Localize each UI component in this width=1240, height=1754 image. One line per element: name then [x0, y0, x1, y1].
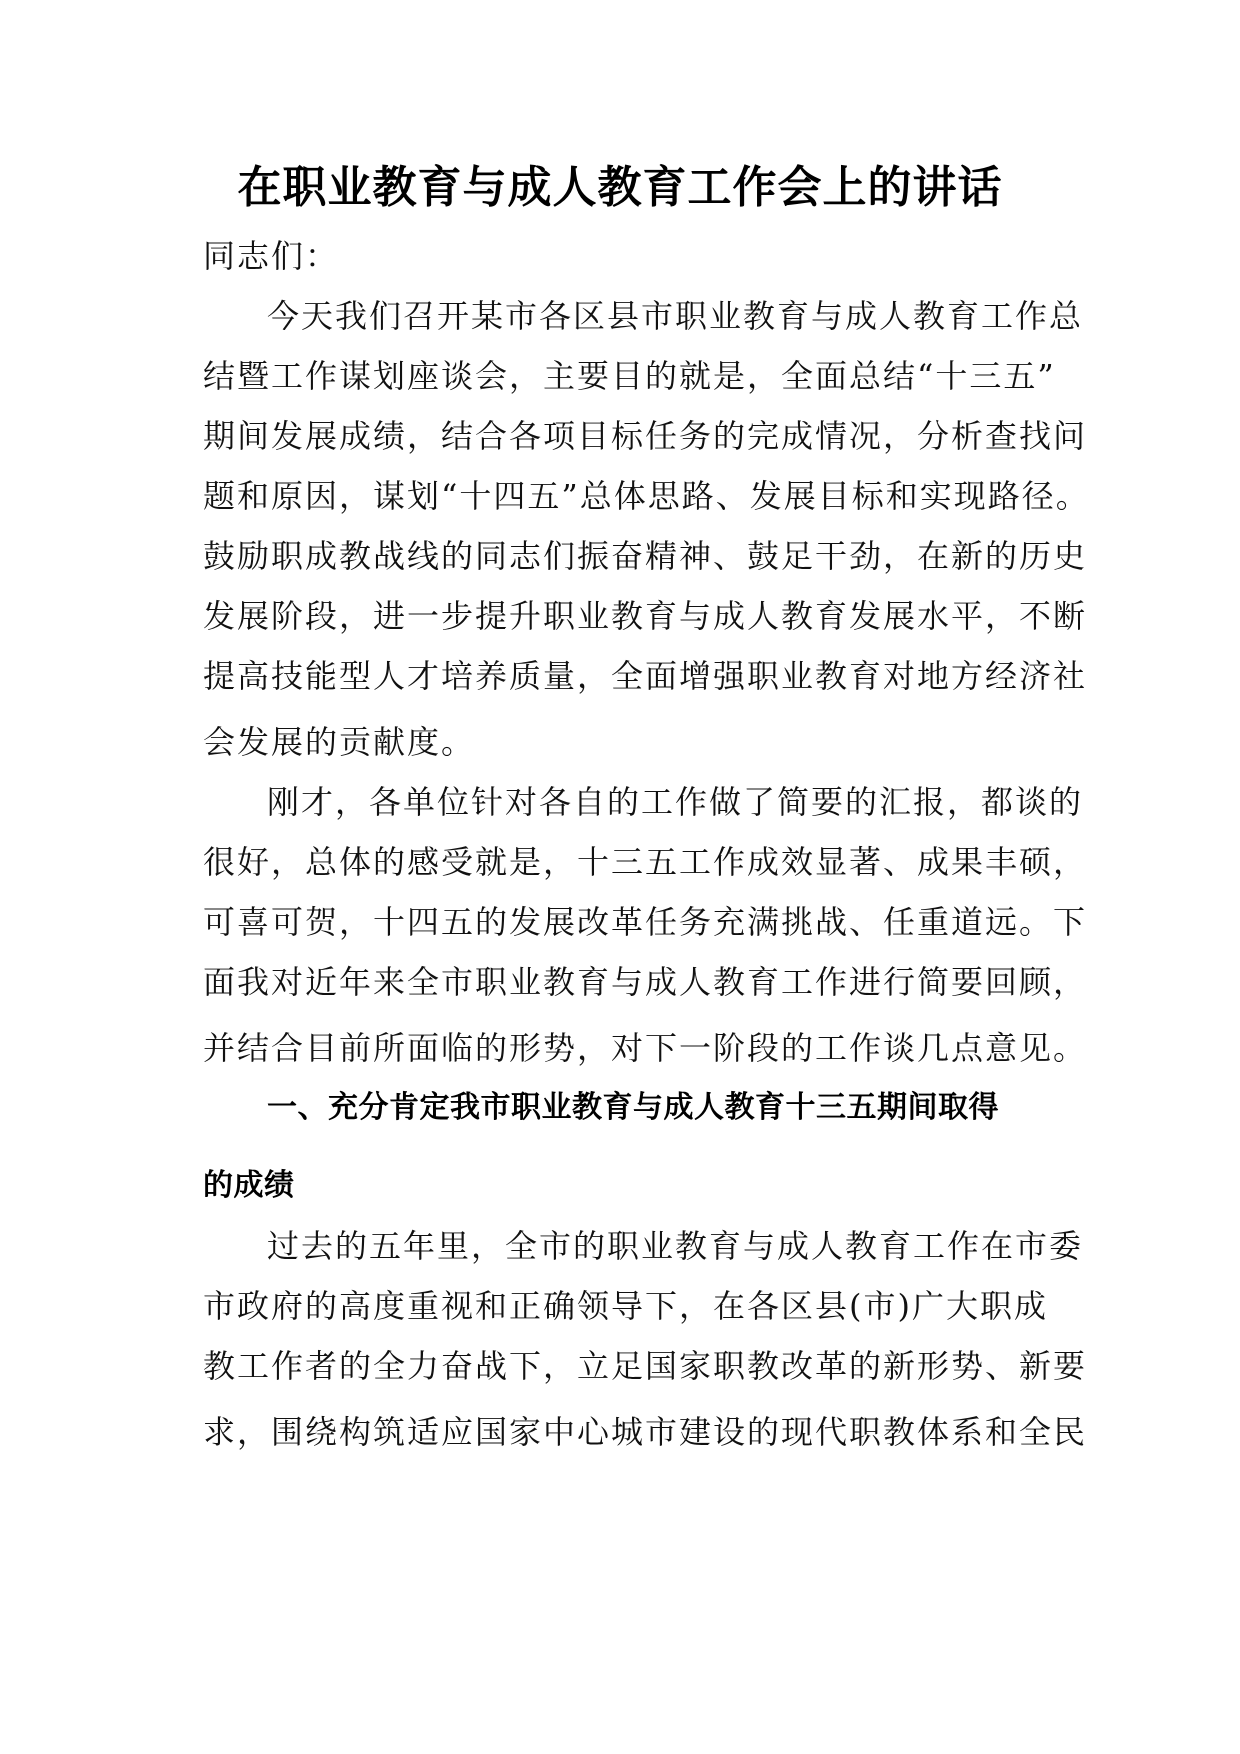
paragraph-3: [203, 1216, 1088, 1462]
paragraph-line: 结暨工作谋划座谈会，主要目的就是，全面总结“十三五”: [203, 357, 1056, 395]
paragraph-line: 鼓励职成教战线的同志们振奋精神、鼓足干劲，在新的历史: [203, 537, 1088, 575]
paragraph-line: 期间发展成绩，结合各项目标任务的完成情况，分析查找问: [203, 417, 1088, 455]
paragraph-line: 刚才，各单位针对各自的工作做了简要的汇报，都谈的: [267, 783, 1084, 821]
document-body: [203, 226, 1090, 1462]
paragraph-line: 过去的五年里，全市的职业教育与成人教育工作在市委: [267, 1227, 1084, 1265]
paragraph-2: [203, 772, 1088, 1078]
section-heading-1: [203, 1078, 1067, 1216]
paragraph-line: 市政府的高度重视和正确领导下，在各区县(市)广大职成: [203, 1287, 1048, 1325]
heading-line: 的成绩: [203, 1168, 295, 1203]
paragraph-line: 很好，总体的感受就是，十三五工作成效显著、成果丰硕，: [203, 843, 1088, 881]
paragraph-line: 会发展的贡献度。: [203, 723, 476, 761]
document-title: 在职业教育与成人教育工作会上的讲话: [237, 162, 1003, 213]
paragraph-line: 求，围绕构筑适应国家中心城市建设的现代职教体系和全民: [203, 1413, 1088, 1451]
paragraph-line: 并结合目前所面临的形势，对下一阶段的工作谈几点意见。: [203, 1029, 1088, 1067]
paragraph-line: 教工作者的全力奋战下，立足国家职教改革的新形势、新要: [203, 1347, 1088, 1385]
paragraph-1: [203, 286, 1090, 772]
paragraph-line: 发展阶段，进一步提升职业教育与成人教育发展水平，不断: [203, 597, 1088, 635]
heading-line: 一、充分肯定我市职业教育与成人教育十三五期间取得: [267, 1090, 999, 1125]
paragraph-line: 可喜可贺，十四五的发展改革任务充满挑战、任重道远。下: [203, 903, 1088, 941]
paragraph-line: 今天我们召开某市各区县市职业教育与成人教育工作总: [267, 297, 1084, 335]
paragraph-line: 提高技能型人才培养质量，全面增强职业教育对地方经济社: [203, 657, 1088, 695]
salutation: 同志们：: [203, 237, 340, 275]
paragraph-line: 题和原因，谋划“十四五”总体思路、发展目标和实现路径。: [203, 477, 1090, 515]
paragraph-line: 面我对近年来全市职业教育与成人教育工作进行简要回顾，: [203, 963, 1088, 1001]
